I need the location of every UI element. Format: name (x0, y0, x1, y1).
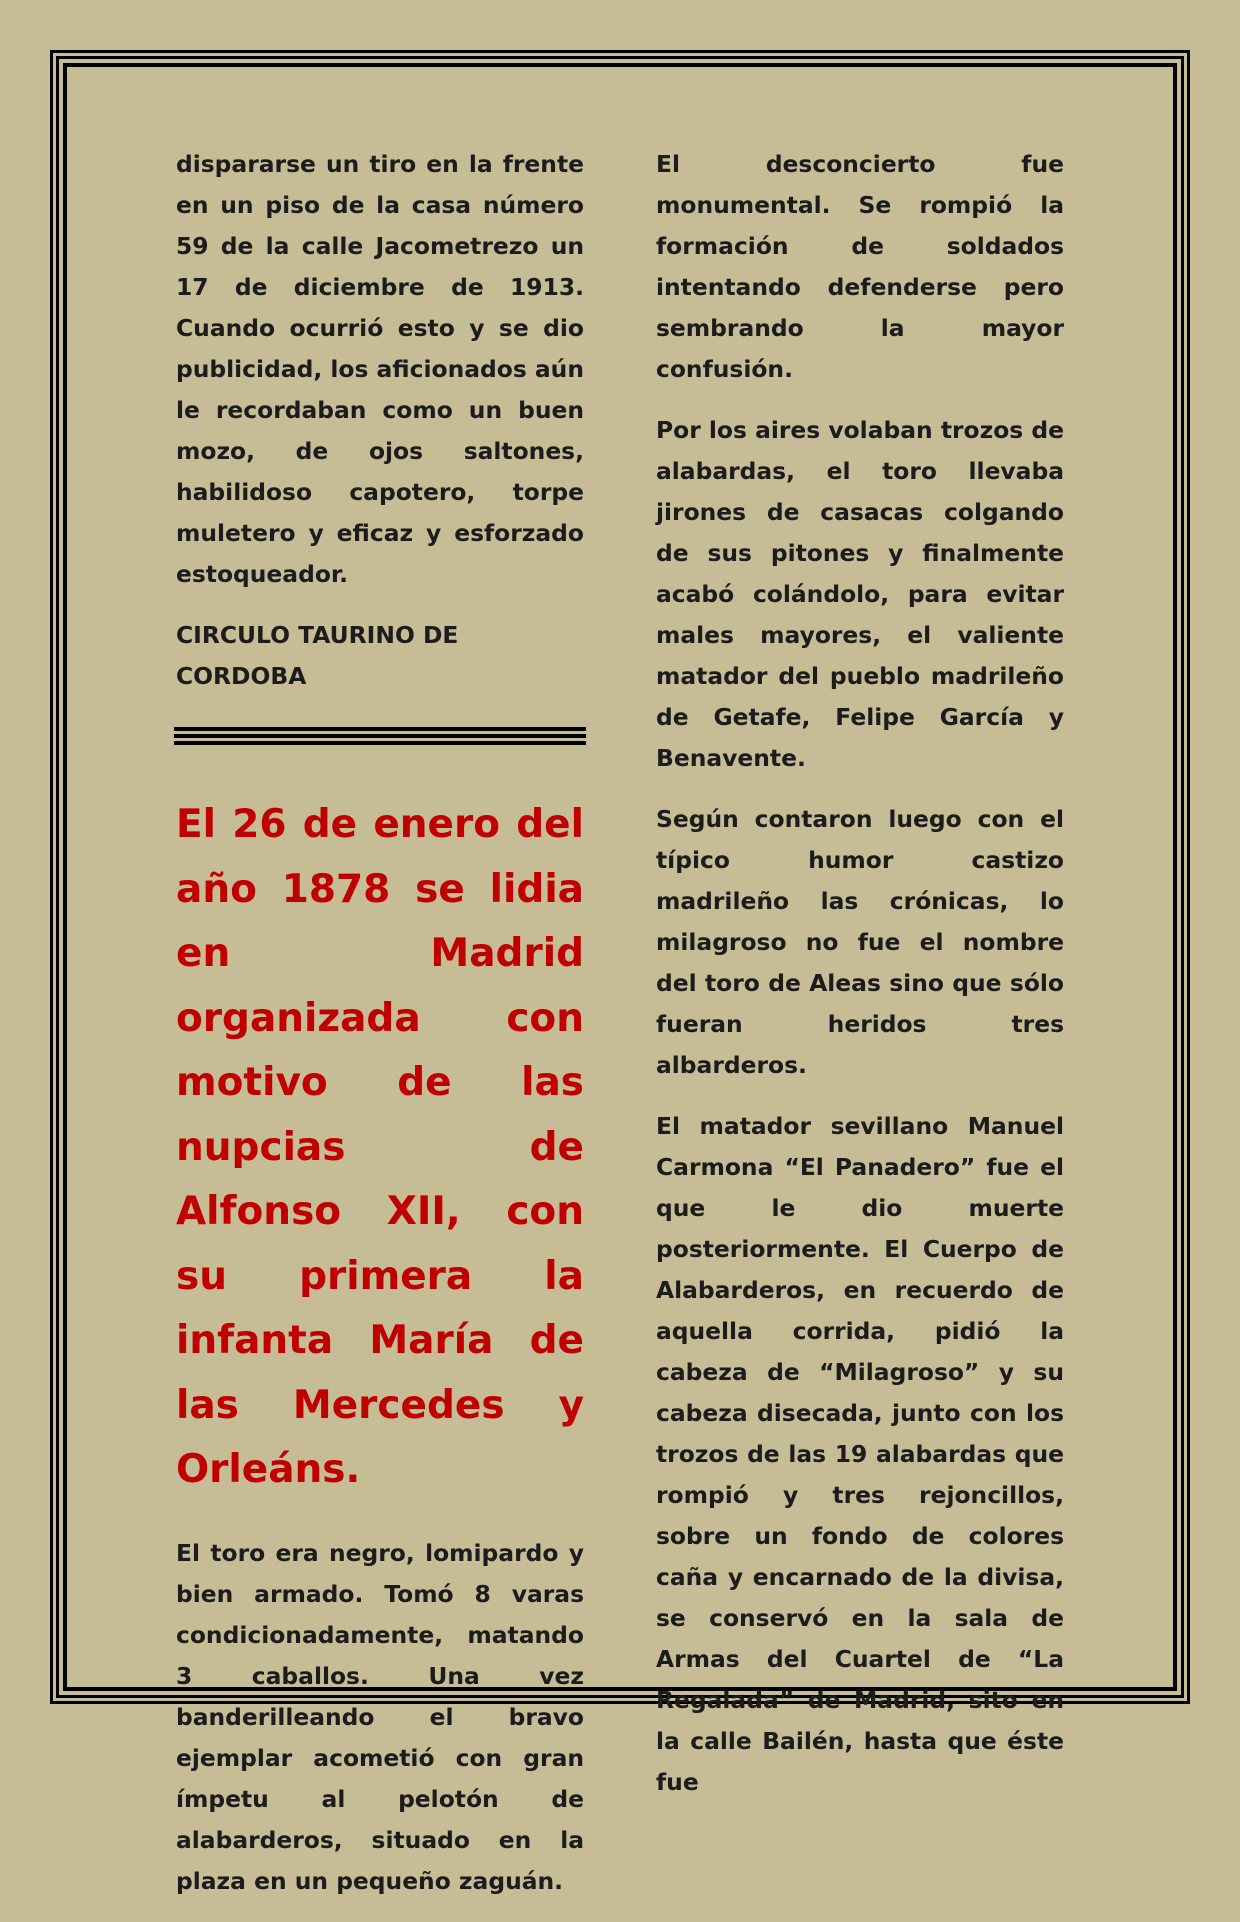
left-column (176, 144, 584, 1922)
article-headline: El 26 de enero del año 1878 se lidia en Madrid organizada con motivo de las nupcias de Alfonso XII, con su primera la infanta María de las Mercedes y Orleáns. (176, 802, 584, 1492)
divider-line (174, 727, 586, 731)
right-paragraph-4: El matador sevillano Manuel Carmona “El Panadero” fue el que le dio muerte posteriormente. El Cuerpo de Alabarderos, en recuerdo de aquella corrida, pidió la cabeza de “Milagroso” y su cabeza disecada, junto con los trozos de las 19 alabardas que rompió y tres rejoncillos, sobre un fondo de colores caña y encarnado de la divisa, se conservó en la sala de Armas del Cuartel de “La Regalada” de Madrid, sito en la calle Bailén, hasta que éste fue (656, 1112, 1064, 1796)
right-paragraph-1: El desconcierto fue monumental. Se rompió la formación de soldados intentando defenderse pero sembrando la mayor confusión. (656, 150, 1064, 383)
body-paragraph: El toro era negro, lomipardo y bien armado. Tomó 8 varas condicionadamente, matando 3 caballos. Una vez banderilleando el bravo ejemplar acometió con gran ímpetu al pelotón de alabarderos, situado en la plaza en un pequeño zaguán. (176, 1538, 584, 1895)
right-paragraph-2: Por los aires volaban trozos de alabardas, el toro llevaba jirones de casacas colgando de sus pitones y finalmente acabó colándolo, para evitar males mayores, el valiente matador del pueblo madrileño de Getafe, Felipe García y Benavente. (656, 416, 1064, 772)
divider-line (174, 741, 586, 745)
right-paragraph-3: Según contaron luego con el típico humor castizo madrileño las crónicas, lo milagroso no fue el nombre del toro de Aleas sino que sólo fueran heridos tres albarderos. (656, 805, 1064, 1079)
intro-paragraph: dispararse un tiro en la frente en un piso de la casa número 59 de la calle Jacometrezo un 17 de diciembre de 1913. Cuando ocurrió esto y se dio publicidad, los aficionados aún le recordaban como un buen mozo, de ojos saltones, habilidoso capotero, torpe muletero y eficaz y esforzado estoqueador. (176, 150, 584, 588)
section-divider (174, 727, 586, 745)
organization-signature: CIRCULO TAURINO DE CORDOBA (176, 621, 459, 690)
divider-line (174, 734, 586, 738)
right-column (656, 144, 1064, 1823)
